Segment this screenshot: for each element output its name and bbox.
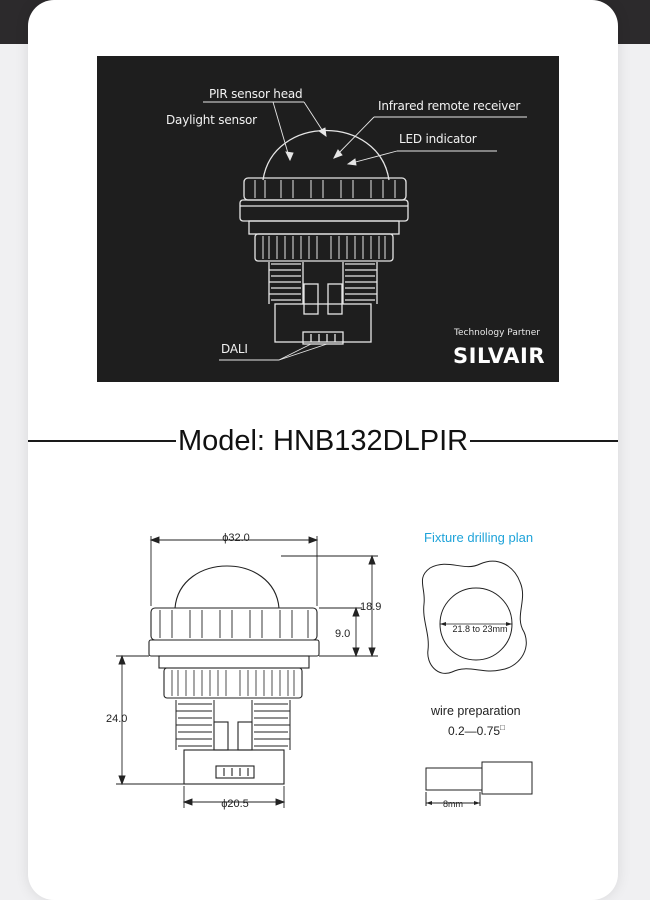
wire-strip-length: 8mm bbox=[443, 799, 463, 809]
wire-range-value: 0.2—0.75 bbox=[448, 724, 501, 738]
thread-left bbox=[269, 262, 303, 304]
label-daylight-sensor: Daylight sensor bbox=[166, 113, 257, 127]
drilling-hole-label: 21.8 to 23mm bbox=[452, 624, 508, 634]
label-ir-receiver: Infrared remote receiver bbox=[378, 99, 521, 113]
drilling-plan-title: Fixture drilling plan bbox=[424, 530, 534, 545]
label-pir-head: PIR sensor head bbox=[209, 87, 303, 101]
wire-insulation bbox=[426, 768, 482, 790]
technology-partner-caption: Technology Partner bbox=[454, 328, 540, 338]
upper-ring bbox=[244, 178, 406, 200]
dim-height-body: 24.0 bbox=[106, 713, 128, 725]
model-heading bbox=[28, 423, 618, 459]
pir-dome bbox=[263, 131, 389, 181]
dim-bottom-width: ϕ20.5 bbox=[221, 798, 249, 810]
wire-ferrule bbox=[482, 762, 532, 794]
dim-height-cap: 9.0 bbox=[335, 628, 351, 640]
dim-top-width: ϕ32.0 bbox=[222, 532, 250, 544]
dim-height-total: 18.9 bbox=[360, 601, 382, 613]
dome-outline bbox=[175, 566, 279, 608]
model-title: Model: HNB132DLPIR bbox=[177, 424, 469, 457]
label-led-indicator: LED indicator bbox=[399, 132, 477, 146]
dimension-drawing bbox=[28, 500, 618, 830]
silvair-logo: SILVAIR bbox=[453, 344, 545, 368]
divider-right bbox=[470, 440, 618, 442]
product-hero-image bbox=[97, 56, 559, 382]
square-unit-icon: □ bbox=[500, 723, 505, 732]
drilling-outline bbox=[422, 561, 526, 673]
wire-gauge-range bbox=[448, 723, 505, 738]
thread-right bbox=[343, 262, 377, 304]
product-card bbox=[28, 0, 618, 900]
wire-preparation-title: wire preparation bbox=[431, 704, 521, 718]
label-dali: DALI bbox=[221, 342, 248, 356]
flange bbox=[240, 200, 408, 221]
divider-left bbox=[28, 440, 176, 442]
